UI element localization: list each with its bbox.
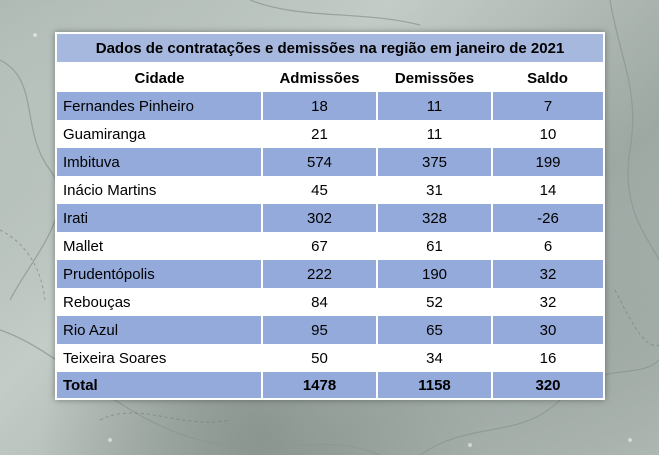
total-row: [57, 372, 603, 398]
table-row: [57, 92, 603, 120]
cell-city: Fernandes Pinheiro: [57, 92, 262, 120]
cell-admissions: 95: [262, 316, 377, 344]
total-dismissals: 1158: [377, 372, 492, 398]
cell-admissions: 45: [262, 176, 377, 204]
total-admissions: 1478: [262, 372, 377, 398]
cell-admissions: 21: [262, 120, 377, 148]
table-row: [57, 148, 603, 176]
cell-balance: 32: [492, 288, 603, 316]
cell-balance: 14: [492, 176, 603, 204]
column-header-demissoes: Demissões: [377, 63, 492, 92]
column-header-admissoes: Admissões: [262, 63, 377, 92]
cell-city: Inácio Martins: [57, 176, 262, 204]
cell-admissions: 574: [262, 148, 377, 176]
table-row: [57, 120, 603, 148]
cell-city: Rebouças: [57, 288, 262, 316]
cell-city: Mallet: [57, 232, 262, 260]
cell-dismissals: 190: [377, 260, 492, 288]
cell-balance: 32: [492, 260, 603, 288]
cell-city: Guamiranga: [57, 120, 262, 148]
cell-balance: -26: [492, 204, 603, 232]
cell-balance: 7: [492, 92, 603, 120]
cell-city: Imbituva: [57, 148, 262, 176]
cell-admissions: 50: [262, 344, 377, 372]
column-header-cidade: Cidade: [57, 63, 262, 92]
data-table-card: [55, 32, 605, 400]
cell-admissions: 302: [262, 204, 377, 232]
cell-balance: 6: [492, 232, 603, 260]
table-row: [57, 232, 603, 260]
cell-city: Irati: [57, 204, 262, 232]
cell-dismissals: 11: [377, 92, 492, 120]
table-title: Dados de contratações e demissões na região em janeiro de 2021: [57, 34, 603, 63]
cell-balance: 199: [492, 148, 603, 176]
cell-dismissals: 328: [377, 204, 492, 232]
cell-admissions: 18: [262, 92, 377, 120]
table-row: [57, 204, 603, 232]
cell-balance: 16: [492, 344, 603, 372]
cell-city: Teixeira Soares: [57, 344, 262, 372]
cell-dismissals: 11: [377, 120, 492, 148]
cell-dismissals: 52: [377, 288, 492, 316]
column-header-saldo: Saldo: [492, 63, 603, 92]
table-row: [57, 176, 603, 204]
total-label: Total: [57, 372, 262, 398]
cell-balance: 30: [492, 316, 603, 344]
total-balance: 320: [492, 372, 603, 398]
cell-admissions: 84: [262, 288, 377, 316]
table-row: [57, 288, 603, 316]
cell-admissions: 222: [262, 260, 377, 288]
hiring-table: [57, 34, 603, 398]
table-row: [57, 316, 603, 344]
cell-dismissals: 375: [377, 148, 492, 176]
cell-dismissals: 65: [377, 316, 492, 344]
cell-dismissals: 34: [377, 344, 492, 372]
cell-dismissals: 31: [377, 176, 492, 204]
table-row: [57, 260, 603, 288]
cell-balance: 10: [492, 120, 603, 148]
cell-admissions: 67: [262, 232, 377, 260]
cell-city: Rio Azul: [57, 316, 262, 344]
cell-city: Prudentópolis: [57, 260, 262, 288]
table-row: [57, 344, 603, 372]
cell-dismissals: 61: [377, 232, 492, 260]
